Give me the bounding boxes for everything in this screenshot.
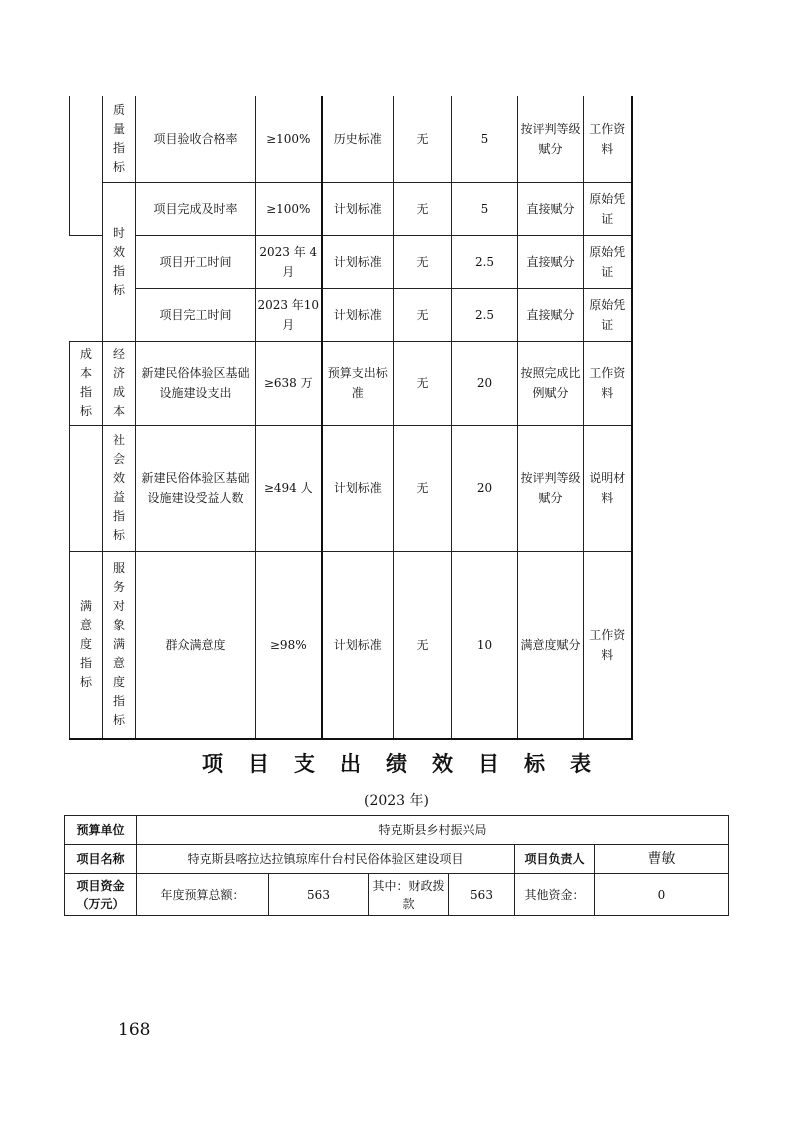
page-number: 168 [118,1020,151,1040]
target-cell: ≥100% [256,182,322,235]
fund-label-line: 项目资金 [76,878,125,893]
indicator-cell: 项目开工时间 [136,235,256,288]
evidence-cell: 说明材料 [584,425,632,551]
standard-cell: 计划标准 [322,425,394,551]
name-value: 特克斯县喀拉达拉镇琼库什台村民俗体验区建设项目 [137,845,515,874]
indicator-cell: 项目完工时间 [136,288,256,341]
score-cell: 10 [452,551,518,739]
level2-cell: 质 量 指 标 [103,96,136,182]
score-cell: 5 [452,182,518,235]
standard-cell: 计划标准 [322,551,394,739]
standard-cell: 预算支出标准 [322,341,394,425]
standard-cell: 计划标准 [322,288,394,341]
unit-label: 预算单位 [65,816,137,845]
target-cell: ≥98% [256,551,322,739]
table-row [70,96,632,182]
name-label: 项目名称 [65,845,137,874]
target-cell: 2023 年 4 月 [256,235,322,288]
leader-label: 项目负责人 [515,845,595,874]
spacer-cell [70,235,103,288]
evidence-cell: 原始凭证 [584,288,632,341]
level1-cell [70,96,103,235]
method-cell: 满意度赋分 [518,551,584,739]
method-cell: 直接赋分 [518,235,584,288]
method-cell: 按评判等级赋分 [518,96,584,182]
level2-cell: 服 务 对 象 满 意 度 指 标 [103,551,136,739]
level2-cell: 经 济 成 本 [103,341,136,425]
table-row [70,341,632,425]
level2-cell: 时 效 指 标 [103,182,136,341]
year-subtitle: (2023 年) [363,793,429,809]
weight-cell: 无 [394,551,452,739]
score-cell: 5 [452,96,518,182]
fund-label-unit: （万元） [76,896,125,911]
other-value: 0 [595,874,729,916]
standard-cell: 历史标准 [322,96,394,182]
indicator-cell: 新建民俗体验区基础设施建设受益人数 [136,425,256,551]
table-row [65,874,729,916]
indicator-cell: 项目验收合格率 [136,96,256,182]
weight-cell: 无 [394,425,452,551]
leader-value: 曹敏 [595,845,729,874]
table-row [70,288,632,341]
evidence-cell: 工作资料 [584,96,632,182]
method-cell: 直接赋分 [518,288,584,341]
method-cell: 按评判等级赋分 [518,425,584,551]
standard-cell: 计划标准 [322,235,394,288]
evidence-cell: 工作资料 [584,551,632,739]
table-row [65,845,729,874]
target-cell: ≥100% [256,96,322,182]
level1-cell: 成 本 指 标 [70,341,103,425]
target-cell: 2023 年10 月 [256,288,322,341]
info-table [64,815,729,916]
score-cell: 20 [452,341,518,425]
evidence-cell: 原始凭证 [584,182,632,235]
fiscal-value: 563 [449,874,515,916]
weight-cell: 无 [394,96,452,182]
table-row [70,235,632,288]
weight-cell: 无 [394,288,452,341]
weight-cell: 无 [394,235,452,288]
score-cell: 2.5 [452,288,518,341]
annual-label: 年度预算总额： [137,874,269,916]
fund-label [65,874,137,916]
spacer-cell [70,288,103,341]
level1-cell: 满 意 度 指 标 [70,551,103,739]
unit-value: 特克斯县乡村振兴局 [137,816,729,845]
table-row [70,425,632,551]
table-row [70,182,632,235]
evidence-cell: 工作资料 [584,341,632,425]
indicator-cell: 群众满意度 [136,551,256,739]
target-cell: ≥494 人 [256,425,322,551]
weight-cell: 无 [394,341,452,425]
table-row [70,551,632,739]
method-cell: 直接赋分 [518,182,584,235]
other-label: 其他资金： [515,874,595,916]
fiscal-label: 其中：财政拨款 [369,874,449,916]
score-cell: 2.5 [452,235,518,288]
evidence-cell: 原始凭证 [584,235,632,288]
target-cell: ≥638 万 [256,341,322,425]
method-cell: 按照完成比例赋分 [518,341,584,425]
annual-value: 563 [269,874,369,916]
indicator-cell: 项目完成及时率 [136,182,256,235]
weight-cell: 无 [394,182,452,235]
score-cell: 20 [452,425,518,551]
level1-cell [70,425,103,551]
page-title: 项目支出绩效目标表 [202,752,616,776]
indicator-table [69,96,633,740]
standard-cell: 计划标准 [322,182,394,235]
level2-cell: 社 会 效 益 指 标 [103,425,136,551]
indicator-cell: 新建民俗体验区基础设施建设支出 [136,341,256,425]
table-row [65,816,729,845]
